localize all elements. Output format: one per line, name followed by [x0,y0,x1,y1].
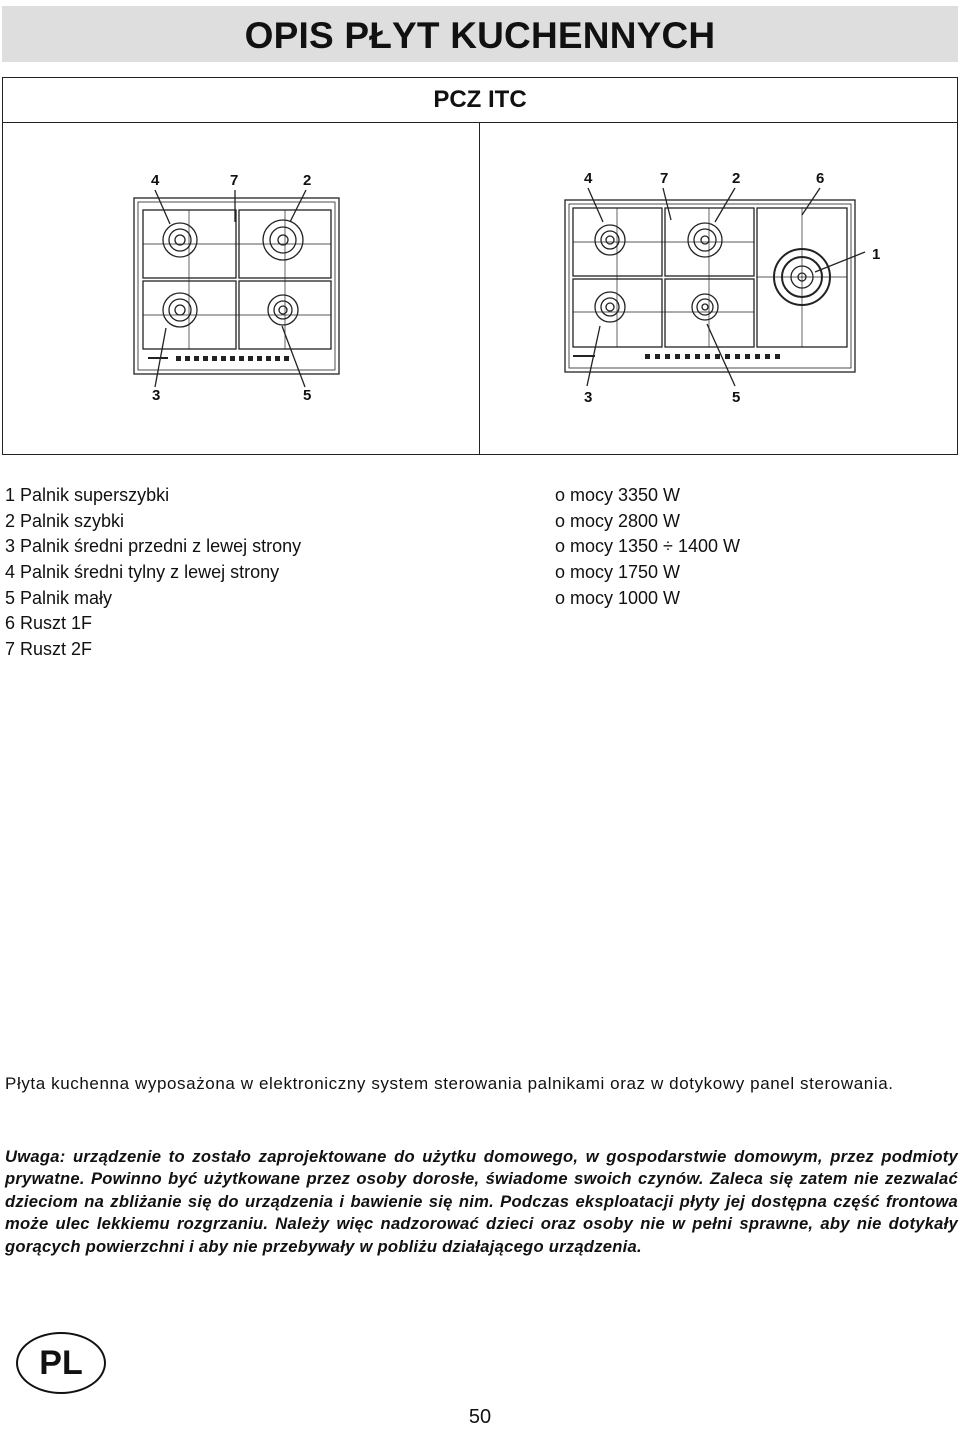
callout-left-5: 5 [303,387,312,404]
legend-item [5,611,955,637]
page-number: 50 [468,1406,492,1428]
description-paragraph: Płyta kuchenna wyposażona w elektroniczny system sterowania palnikami oraz w dotykowy panel sterowania. [5,1074,894,1093]
country-badge: PL [16,1332,106,1394]
legend-value: o mocy 3350 W [555,485,681,505]
hob-4-burner-diagram [110,160,370,410]
legend-value: o mocy 1350 ÷ 1400 W [555,536,740,557]
burner-legend [5,483,955,663]
callout-left-4: 4 [151,172,160,189]
callout-left-2: 2 [303,172,312,189]
legend-item [5,483,955,509]
legend-item [5,560,955,586]
callout-left-3: 3 [152,387,161,404]
legend-label: 4 Palnik średni tylny z lewej strony [5,562,280,583]
legend-label: 3 Palnik średni przedni z lewej strony [5,536,302,557]
legend-item [5,509,955,535]
legend-item [5,586,955,612]
hob-5-burner-diagram [545,160,890,410]
legend-label: 5 Palnik mały [5,587,113,608]
legend-value: o mocy 1000 W [555,587,681,608]
callout-right-5: 5 [732,389,741,406]
model-title: PCZ ITC [3,78,957,123]
callout-right-6: 6 [816,170,825,187]
callout-right-2: 2 [732,170,741,187]
legend-label: 6 Ruszt 1F [5,613,93,634]
legend-label: 1 Palnik superszybki [5,485,170,505]
figure-divider [479,123,480,454]
legend-label: 7 Ruszt 2F [5,639,93,660]
legend-value: o mocy 1750 W [555,562,681,583]
warning-paragraph: Uwaga: urządzenie to zostało zaprojektowane do użytku domowego, w gospodarstwie domowym, przez podmioty prywatne. Powinno być użytkowane przez osoby dorosłe, świadome swoich czynów. Zaleca się zatem nie zezwalać dzieciom na zbliżanie się do urządzenia i bawienie się nim. Podczas eksploatacji płyty jej dostępna część frontowa może ulec lekkiemu rozgrzaniu. Należy więc nadzorować dzieci oraz osoby nie w pełni sprawne, aby nie dotykały gorących powierzchni i aby nie przebywały w pobliżu działającego urządzenia. [5,1147,958,1256]
callout-right-7: 7 [660,170,669,187]
callout-right-3: 3 [584,389,593,406]
legend-item [5,637,955,663]
callout-left-7: 7 [230,172,239,189]
callout-right-4: 4 [584,170,593,187]
page-title: OPIS PŁYT KUCHENNYCH [244,15,716,56]
legend-item [5,534,955,560]
title-bar [2,6,958,62]
legend-value: o mocy 2800 W [555,510,681,531]
callout-right-1: 1 [872,246,881,263]
legend-label: 2 Palnik szybki [5,510,125,531]
